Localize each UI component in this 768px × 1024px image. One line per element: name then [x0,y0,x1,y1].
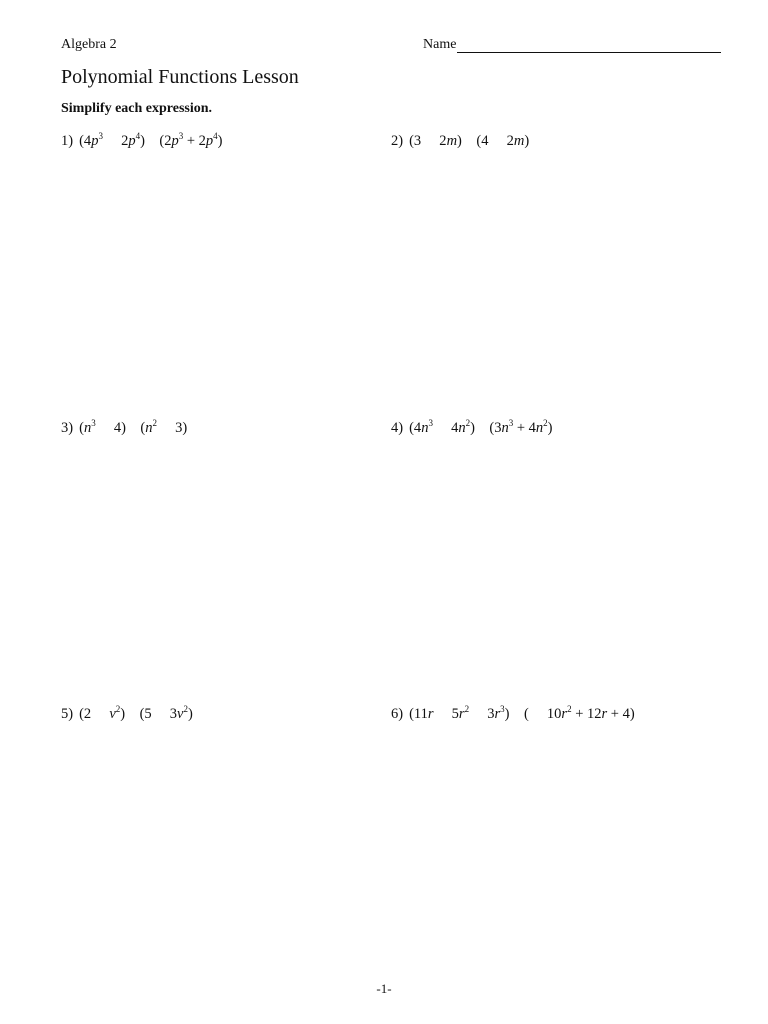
problem-number: 3) [61,420,74,436]
variable: r [601,706,608,722]
expression-text: 5 [433,706,459,722]
problem-1 [61,132,223,150]
expression-text: + 12 [571,706,602,722]
page-number: -1- [376,981,392,996]
expression-text: ) ( 10 [504,706,562,722]
expression-text: ) (4 2 [457,133,514,149]
variable: r [427,706,434,722]
expression-text: + 2 [183,133,206,149]
variable: r [494,706,501,722]
expression-text: (11 [409,706,428,722]
problem-expression [79,133,222,149]
problem-6 [391,705,635,723]
variable: m [513,133,525,149]
expression-text: 3 [469,706,495,722]
exponent: 2 [152,418,157,428]
variable: n [83,420,92,436]
exponent: 3 [508,418,514,428]
page-title: Polynomial Functions Lesson [61,66,299,88]
expression-text: ) [524,133,530,149]
expression-text: ) [217,133,223,149]
variable: n [501,420,509,436]
expression-text: 4 [432,420,459,436]
problem-2 [391,132,529,150]
expression-text: ) (5 3 [120,706,178,722]
problem-expression [79,706,193,722]
expression-text: 3) [156,420,188,436]
exponent: 3 [500,704,505,714]
name-field[interactable] [423,37,721,53]
problem-number: 6) [391,706,404,722]
exponent: 2 [567,704,572,714]
variable: v [177,706,184,722]
name-label: Name [423,37,457,52]
expression-text: (4 [79,133,92,149]
expression-text: (3 2 [409,133,447,149]
problem-number: 2) [391,133,404,149]
exponent: 2 [183,704,188,714]
problem-expression [409,133,529,149]
course-label: Algebra 2 [61,37,117,52]
expression-text: ( [79,420,84,436]
variable: n [458,420,466,436]
variable: p [91,133,99,149]
expression-text: + 4 [513,420,536,436]
problem-number: 5) [61,706,74,722]
problem-number: 4) [391,420,404,436]
exponent: 4 [135,131,141,141]
expression-text: ) [547,420,553,436]
variable: n [535,420,544,436]
variable: r [458,706,465,722]
exponent: 2 [543,418,548,428]
instructions: Simplify each expression. [61,101,213,116]
variable: m [446,133,458,149]
variable: n [421,420,429,436]
variable: p [171,133,179,149]
exponent: 2 [464,704,470,714]
exponent: 3 [91,418,96,428]
exponent: 2 [465,418,471,428]
variable: r [561,706,568,722]
variable: p [128,133,136,149]
expression-text: 2 [102,133,129,149]
exponent: 2 [115,704,121,714]
expression-text: (2 [79,706,110,722]
problem-expression [409,706,635,722]
expression-text: ) (3 [470,420,502,436]
variable: p [205,133,214,149]
variable: v [109,706,116,722]
expression-text: (4 [409,420,422,436]
problem-number: 1) [61,133,74,149]
expression-text: 4) ( [95,420,146,436]
problem-5 [61,705,193,723]
variable: n [145,420,153,436]
exponent: 3 [98,131,103,141]
expression-text: ) ( [140,133,165,149]
expression-text: + 4) [607,706,635,722]
name-blank-line[interactable] [457,38,721,53]
exponent: 4 [213,131,218,141]
problem-expression [409,420,552,436]
problem-expression [79,420,187,436]
expression-text: ) [187,706,193,722]
expression-text: 2 [164,133,172,149]
exponent: 3 [428,418,433,428]
exponent: 3 [178,131,184,141]
problem-3 [61,419,187,437]
problem-4 [391,419,553,437]
